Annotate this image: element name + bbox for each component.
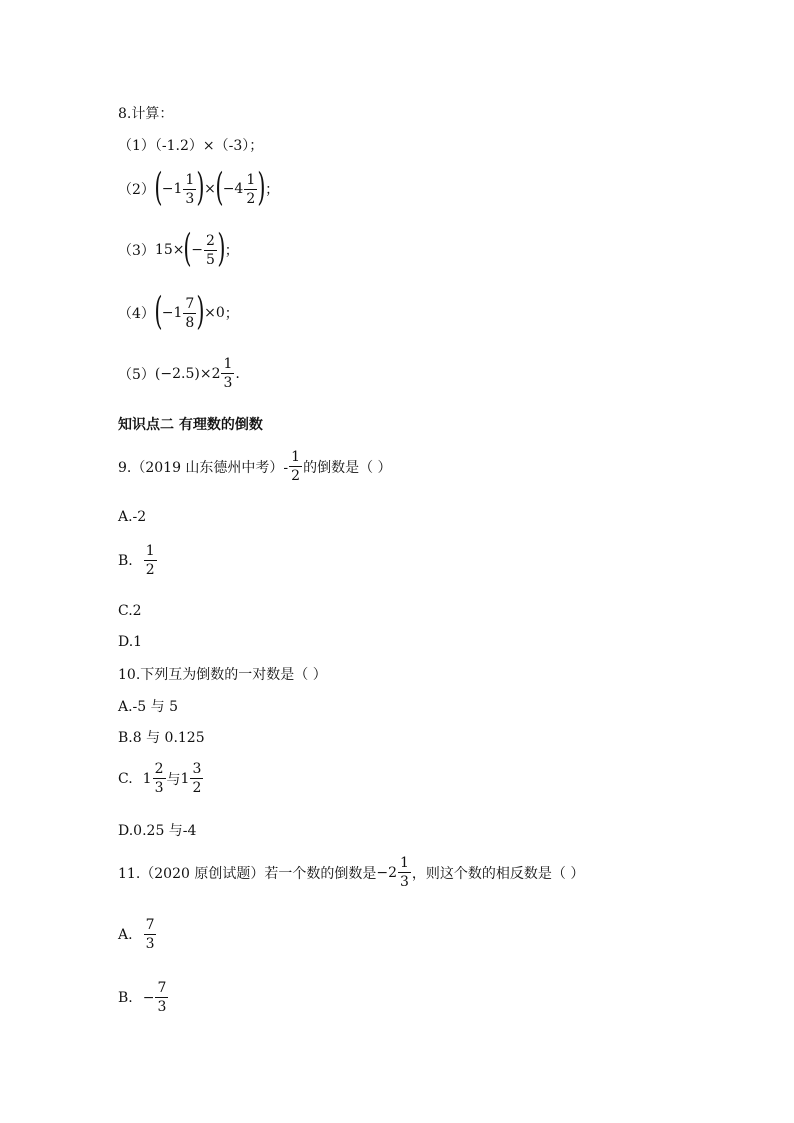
section-heading: 知识点二 有理数的倒数 — [118, 417, 263, 433]
q8-part2-label: （2） — [118, 182, 155, 198]
q8-part2-b-fraction: $\frac{1}{2}$ — [246, 171, 256, 207]
q10-option-c-fraction-2: $\frac{3}{2}$ — [192, 761, 202, 796]
q11-option-b-fraction: $\frac{7}{3}$ — [157, 980, 167, 1015]
q8-part2-a-int: −1 — [161, 181, 183, 197]
q8-part3-fraction: $\frac{2}{5}$ — [206, 232, 215, 268]
q8-part3-label: （3） — [118, 243, 155, 259]
q9-option-b-fraction: $\frac{1}{2}$ — [145, 543, 155, 578]
q8-part5: （5） (−2.5)×2 $\frac{1}{3}$ . — [118, 356, 240, 391]
q8-part1: （1）（-1.2）×（-3）； — [118, 138, 264, 154]
q9-option-b: B. $\frac{1}{2}$ — [118, 543, 155, 578]
q8-part4-fraction: $\frac{7}{8}$ — [185, 295, 195, 331]
q9-option-a: A.-2 — [118, 509, 147, 525]
q8-part5-fraction: $\frac{1}{3}$ — [223, 356, 233, 391]
q9-fraction: $\frac{1}{2}$ — [291, 449, 301, 484]
q8-title: 8.计算： — [118, 106, 174, 122]
q8-part2-b-int: −4 — [222, 181, 244, 197]
q10-stem: 10.下列互为倒数的一对数是（ ） — [118, 667, 327, 683]
q11-stem: 11.（2020 原创试题）若一个数的倒数是 −2 $\frac{1}{3}$ ，则这个数的相反数是（ ） — [118, 855, 585, 890]
q10-option-c-fraction-1: $\frac{2}{3}$ — [154, 761, 164, 796]
q8-part2: （2） ( −1 $\frac{1}{3}$ ) × ( −4 $\frac{1}{2}$ ) ； — [118, 165, 280, 209]
q11-option-a-fraction: $\frac{7}{3}$ — [145, 917, 155, 952]
q8-part2-a-fraction: $\frac{1}{3}$ — [185, 171, 195, 207]
q10-option-c: C. 1 $\frac{2}{3}$ 与 1 $\frac{3}{2}$ — [118, 761, 202, 796]
q11-fraction: $\frac{1}{3}$ — [399, 855, 409, 890]
q8-part4: （4） ( −1 $\frac{7}{8}$ ) ×0 ； — [118, 289, 239, 333]
q10-option-b: B.8 与 0.125 — [118, 730, 205, 746]
q8-part4-label: （4） — [118, 306, 155, 322]
q11-option-a: A. $\frac{7}{3}$ — [118, 917, 155, 952]
q9-option-d: D.1 — [118, 634, 143, 650]
q10-option-a: A.-5 与 5 — [118, 699, 179, 715]
q9-option-c: C.2 — [118, 603, 142, 619]
q10-option-d: D.0.25 与-4 — [118, 823, 197, 839]
q9-stem: 9.（2019 山东德州中考）- $\frac{1}{2}$ 的倒数是（ ） — [118, 449, 392, 484]
q8-part5-label: （5） — [118, 366, 155, 383]
q8-part3: （3） 15× ( − $\frac{2}{5}$ ) ； — [118, 226, 239, 270]
q11-option-b: B. − $\frac{7}{3}$ — [118, 980, 167, 1015]
